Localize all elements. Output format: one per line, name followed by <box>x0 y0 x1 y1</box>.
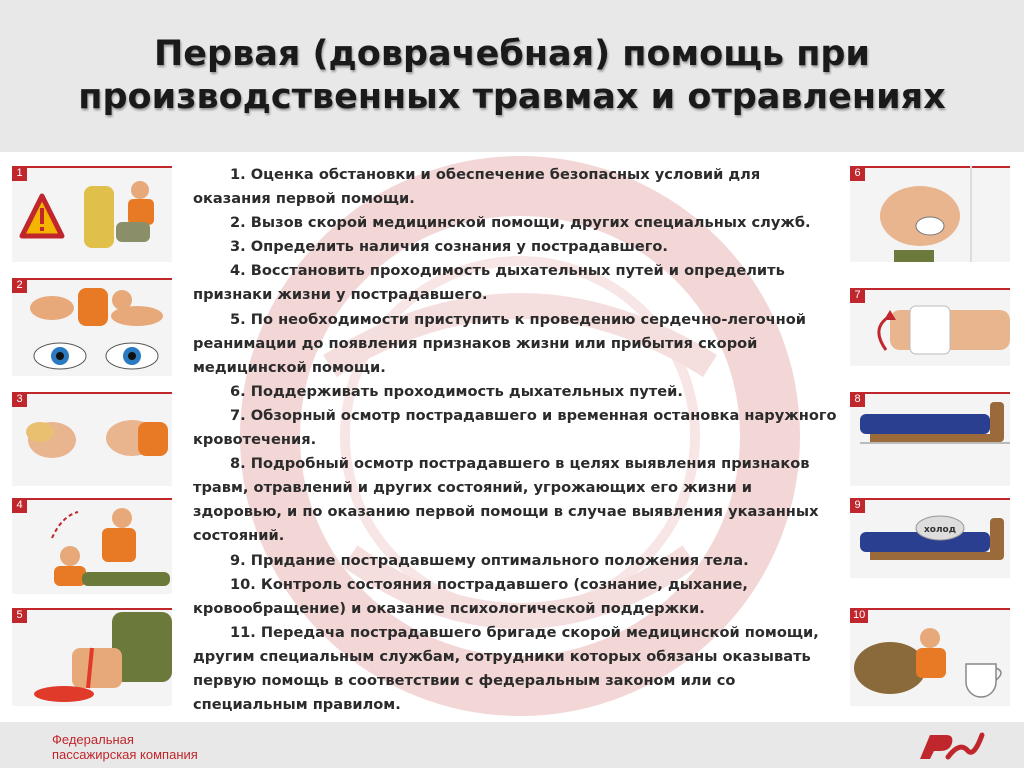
panel-number: 8 <box>850 392 865 407</box>
step-item: 6. Поддерживать проходимость дыхательных путей. <box>230 382 683 400</box>
panel-number: 10 <box>850 608 868 623</box>
step-item: 1. Оценка обстановки и обеспечение безопасных условий для оказания первой помощи. <box>193 166 761 208</box>
illustration-panel-3 <box>12 392 172 486</box>
illustration-panel-8 <box>850 392 1010 486</box>
illustration-panel-2 <box>12 278 172 376</box>
first-aid-steps <box>193 163 843 717</box>
panel-number: 5 <box>12 608 27 623</box>
illustration-panel-1 <box>12 166 172 262</box>
bleeding-control-icon <box>12 608 172 706</box>
illustration-panel-7 <box>850 288 1010 366</box>
rzd-logo-icon <box>916 727 986 763</box>
illustration-panel-6 <box>850 166 1010 262</box>
bandage-icon <box>850 288 1010 366</box>
step-item: 3. Определить наличия сознания у пострадавшего. <box>230 238 668 256</box>
maintain-airway-icon <box>850 166 1010 262</box>
airway-check-icon <box>12 392 172 486</box>
panel-number: 2 <box>12 278 27 293</box>
step-item: 9. Придание пострадавшему оптимального положения тела. <box>230 551 749 569</box>
step-item: 2. Вызов скорой медицинской помощи, других специальных служб. <box>230 214 811 232</box>
step-item: 10. Контроль состояния пострадавшего (сознание, дыхание, кровообращение) и оказание психологической поддержки. <box>193 575 748 617</box>
check-breathing-icon <box>12 278 172 376</box>
illustration-panel-9 <box>850 498 1010 578</box>
panel-number: 4 <box>12 498 27 513</box>
panel-number: 7 <box>850 288 865 303</box>
step-item: 8. Подробный осмотр пострадавшего в целях выявления признаков травм, отравлений и других состояний, угрожающих его жизни и здоровью, и по оказанию первой помощи в случае выявления указанных состояний. <box>193 455 819 545</box>
company-name: Федеральная пассажирская компания <box>52 732 198 762</box>
cold-label: холод <box>923 525 957 535</box>
step-item: 5. По необходимости приступить к проведению сердечно-легочной реанимации до появления признаков жизни или прибытия скорой медицинской помощи. <box>193 310 806 376</box>
splint-icon <box>850 392 1010 486</box>
step-item: 4. Восстановить проходимость дыхательных путей и определить признаки жизни у пострадавшего. <box>193 262 785 304</box>
panel-number: 9 <box>850 498 865 513</box>
panel-number: 1 <box>12 166 27 181</box>
panel-number: 6 <box>850 166 865 181</box>
illustration-panel-4 <box>12 498 172 594</box>
footer-bar <box>0 722 1024 768</box>
page-title-line-1: Первая (доврачебная) помощь при <box>154 34 870 74</box>
illustration-panel-10 <box>850 608 1010 706</box>
step-item: 7. Обзорный осмотр пострадавшего и временная остановка наружного кровотечения. <box>193 406 837 449</box>
title-banner <box>0 0 1024 152</box>
step-item: 11. Передача пострадавшего бригаде скорой медицинской помощи, другим специальным службам, сотрудники которых обязаны оказывать первую помощь в соответствии с федеральным законом или со специальным правилом. <box>193 623 819 714</box>
illustration-panel-5 <box>12 608 172 706</box>
monitor-patient-icon <box>850 608 1010 706</box>
warning-scene-icon <box>12 166 172 262</box>
panel-number: 3 <box>12 392 27 407</box>
cpr-icon <box>12 498 172 594</box>
page-title-line-2: производственных травмах и отравлениях <box>78 77 946 117</box>
cold-compress-icon <box>850 498 1010 578</box>
